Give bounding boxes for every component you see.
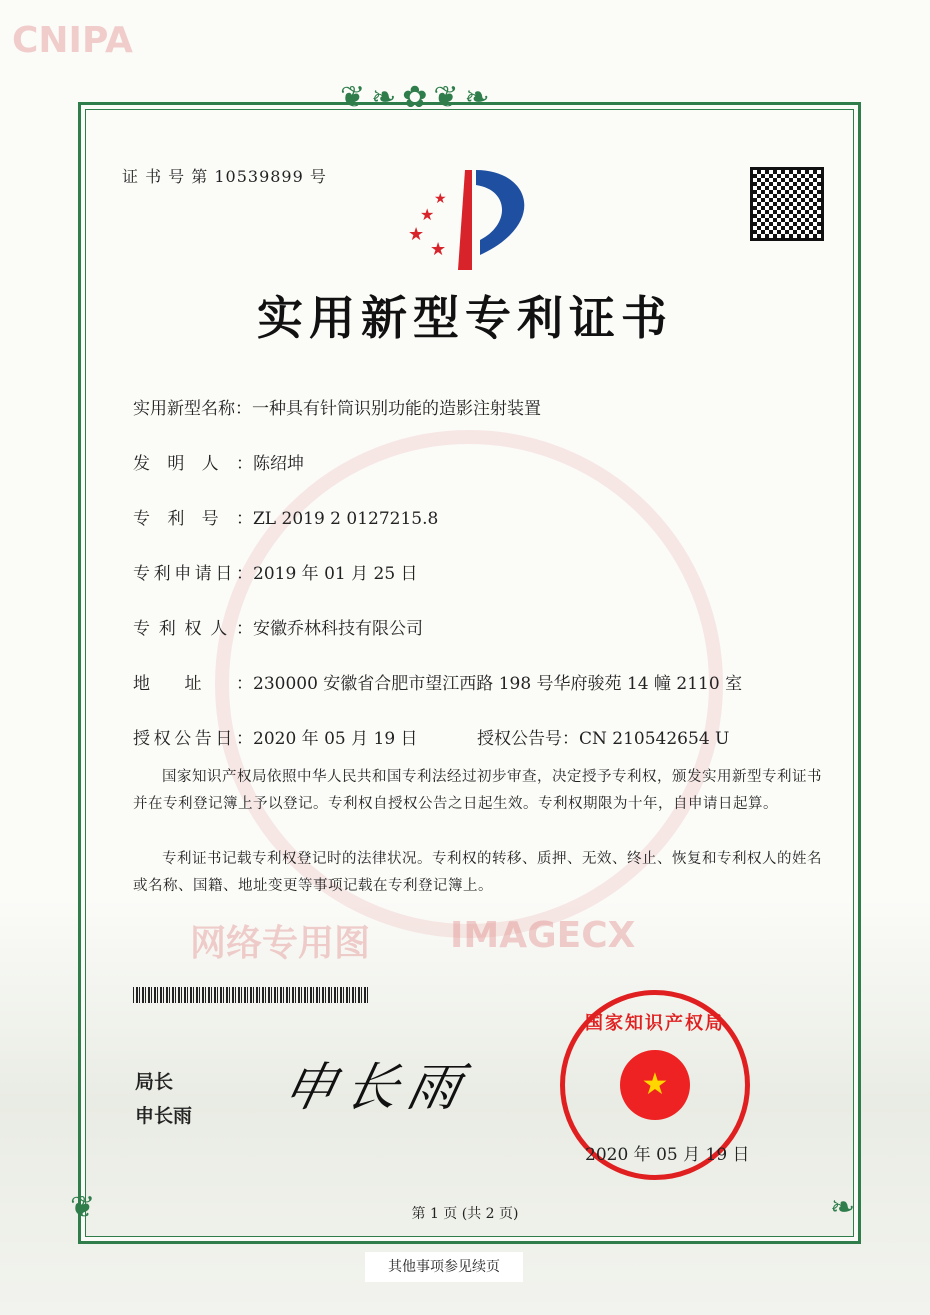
field-grant-date: 授权公告日：2020 年 05 月 19 日: [133, 729, 418, 749]
field-announcement-no: 授权公告号：CN 210542654 U: [477, 729, 730, 749]
page-title: 实用新型专利证书: [257, 291, 673, 345]
field-inventor: 发明人：陈绍坤: [133, 454, 304, 474]
paragraph: 国家知识产权局依照中华人民共和国专利法经过初步审查，决定授予专利权，颁发实用新型专利证书并在专利登记簿上予以登记。专利权自授权公告之日起生效。专利权期限为十年，自申请日起算。: [133, 769, 822, 812]
top-ornament-icon: ❦❧✿❦❧: [340, 80, 496, 115]
seal-date: 2020 年 05 月 19 日: [585, 1145, 750, 1165]
svg-text:★: ★: [408, 224, 425, 245]
corner-ornament-icon: ❦: [70, 1190, 96, 1225]
director-signature: 申长雨: [277, 1058, 477, 1118]
certificate-number: 证 书 号 第 10539899 号: [122, 167, 327, 186]
national-emblem-icon: ★: [620, 1050, 690, 1120]
svg-text:★: ★: [420, 205, 435, 224]
director-title: 局长: [135, 1071, 174, 1093]
corner-ornament-icon: ❧: [830, 1190, 856, 1225]
page-info: 第 1 页 (共 2 页): [411, 1206, 519, 1222]
watermark-cnipa: CNIPA: [12, 20, 133, 61]
field-patentee: 专利权人：安徽乔林科技有限公司: [133, 619, 423, 639]
field-application-date: 专利申请日：2019 年 01 月 25 日: [133, 564, 418, 584]
continued-note: 其他事项参见续页: [365, 1252, 523, 1282]
barcode: [133, 987, 370, 1003]
watermark-cn: 网络专用图: [190, 923, 371, 964]
paragraph: 专利证书记载专利权登记时的法律状况。专利权的转移、质押、无效、终止、恢复和专利权人的姓名或名称、国籍、地址变更等事项记载在专利登记簿上。: [133, 851, 822, 894]
field-patent-no: 专利号：ZL 2019 2 0127215.8: [133, 509, 439, 529]
seal-text: 国家知识产权局: [585, 1013, 725, 1034]
qr-code[interactable]: [750, 167, 824, 241]
field-name: 实用新型名称：一种具有针筒识别功能的造影注射装置: [133, 399, 541, 419]
svg-text:★: ★: [430, 239, 447, 260]
svg-text:★: ★: [434, 191, 447, 207]
cnipa-logo-icon: [400, 165, 535, 275]
field-address: 地址：230000 安徽省合肥市望江西路 198 号华府骏苑 14 幢 2110 室: [133, 674, 743, 694]
watermark-en: IMAGECX: [450, 915, 636, 956]
director-name: 申长雨: [135, 1105, 193, 1127]
